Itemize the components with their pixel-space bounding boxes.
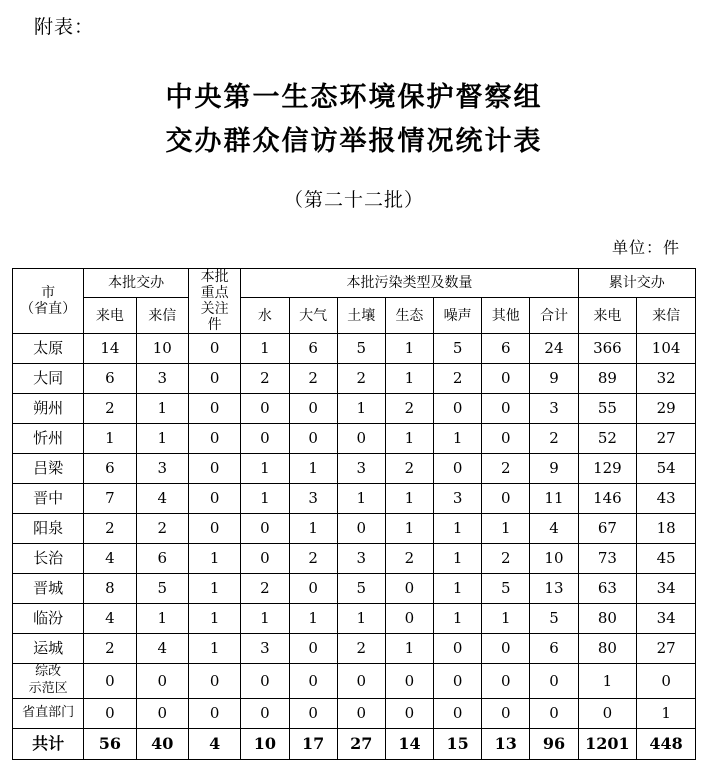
cell-focus: 1 bbox=[188, 634, 240, 664]
cell-cum-call: 63 bbox=[578, 574, 637, 604]
cell-cum-letter: 54 bbox=[637, 454, 696, 484]
cell-cum-call: 52 bbox=[578, 424, 637, 454]
cell-noise: 1 bbox=[434, 574, 482, 604]
cell-call: 0 bbox=[84, 664, 136, 699]
cell-eco: 1 bbox=[385, 484, 433, 514]
cell-air: 1 bbox=[289, 454, 337, 484]
cell-cum-letter: 34 bbox=[637, 604, 696, 634]
cell-city: 运城 bbox=[13, 634, 84, 664]
cell-water: 2 bbox=[241, 364, 289, 394]
cell-air: 0 bbox=[289, 664, 337, 699]
table-body bbox=[13, 334, 696, 760]
cell-eco: 2 bbox=[385, 394, 433, 424]
cell-water: 0 bbox=[241, 699, 289, 729]
cell-air: 17 bbox=[289, 729, 337, 760]
cell-eco: 1 bbox=[385, 634, 433, 664]
document-subtitle: （第二十二批） bbox=[283, 189, 424, 211]
cell-focus: 0 bbox=[188, 454, 240, 484]
cell-air: 0 bbox=[289, 394, 337, 424]
cell-air: 1 bbox=[289, 604, 337, 634]
cell-focus: 0 bbox=[188, 334, 240, 364]
cell-eco: 1 bbox=[385, 514, 433, 544]
cell-noise: 1 bbox=[434, 514, 482, 544]
cell-noise: 1 bbox=[434, 544, 482, 574]
cell-other: 0 bbox=[482, 634, 530, 664]
cell-cum-call: 146 bbox=[578, 484, 637, 514]
attachment-label: 附表： bbox=[34, 16, 95, 38]
cell-noise: 0 bbox=[434, 454, 482, 484]
cell-call: 2 bbox=[84, 394, 136, 424]
cell-water: 2 bbox=[241, 574, 289, 604]
cell-other: 2 bbox=[482, 454, 530, 484]
cell-other: 0 bbox=[482, 664, 530, 699]
cell-sum: 9 bbox=[530, 364, 578, 394]
header-focus-line3: 关注 bbox=[200, 301, 229, 318]
table-row bbox=[13, 334, 696, 364]
cell-focus: 0 bbox=[188, 364, 240, 394]
cell-letter: 3 bbox=[136, 454, 188, 484]
cell-noise: 1 bbox=[434, 604, 482, 634]
cell-soil: 0 bbox=[337, 699, 385, 729]
cell-focus: 1 bbox=[188, 604, 240, 634]
cell-city: 朔州 bbox=[13, 394, 84, 424]
header-city bbox=[13, 269, 84, 334]
cell-water: 0 bbox=[241, 664, 289, 699]
cell-call: 6 bbox=[84, 454, 136, 484]
table-row bbox=[13, 454, 696, 484]
cell-soil: 1 bbox=[337, 484, 385, 514]
cell-air: 0 bbox=[289, 634, 337, 664]
header-soil: 土壤 bbox=[337, 298, 385, 334]
header-water: 水 bbox=[241, 298, 289, 334]
cell-cum-call: 0 bbox=[578, 699, 637, 729]
table-header bbox=[13, 269, 696, 334]
table-row bbox=[13, 544, 696, 574]
cell-cum-letter: 1 bbox=[637, 699, 696, 729]
unit-note: 单位：件 bbox=[611, 238, 680, 257]
cell-soil: 3 bbox=[337, 454, 385, 484]
cell-focus: 0 bbox=[188, 484, 240, 514]
header-eco: 生态 bbox=[385, 298, 433, 334]
header-group-pollution: 本批污染类型及数量 bbox=[241, 269, 578, 298]
table-row bbox=[13, 664, 696, 699]
cell-sum: 24 bbox=[530, 334, 578, 364]
cell-letter: 5 bbox=[136, 574, 188, 604]
header-city-line2: （省直） bbox=[20, 301, 77, 318]
cell-cum-call: 89 bbox=[578, 364, 637, 394]
cell-eco: 1 bbox=[385, 424, 433, 454]
cell-cum-call: 366 bbox=[578, 334, 637, 364]
cell-sum: 10 bbox=[530, 544, 578, 574]
header-noise: 噪声 bbox=[434, 298, 482, 334]
cell-call: 1 bbox=[84, 424, 136, 454]
cell-letter: 0 bbox=[136, 699, 188, 729]
cell-city bbox=[13, 664, 84, 699]
cell-cum-letter: 29 bbox=[637, 394, 696, 424]
cell-cum-call: 67 bbox=[578, 514, 637, 544]
cell-sum: 0 bbox=[530, 664, 578, 699]
cell-water: 1 bbox=[241, 334, 289, 364]
cell-call: 7 bbox=[84, 484, 136, 514]
cell-air: 0 bbox=[289, 424, 337, 454]
cell-eco: 0 bbox=[385, 664, 433, 699]
cell-sum: 0 bbox=[530, 699, 578, 729]
header-sum: 合计 bbox=[530, 298, 578, 334]
cell-city: 忻州 bbox=[13, 424, 84, 454]
cell-call: 6 bbox=[84, 364, 136, 394]
cell-water: 0 bbox=[241, 544, 289, 574]
cell-eco: 0 bbox=[385, 604, 433, 634]
cell-soil: 0 bbox=[337, 664, 385, 699]
cell-sum: 96 bbox=[530, 729, 578, 760]
header-city-line1: 市 bbox=[41, 285, 56, 302]
cell-letter: 4 bbox=[136, 484, 188, 514]
cell-city: 省直部门 bbox=[13, 699, 84, 729]
cell-water: 3 bbox=[241, 634, 289, 664]
cell-eco: 14 bbox=[385, 729, 433, 760]
cell-other: 13 bbox=[482, 729, 530, 760]
cell-city: 太原 bbox=[13, 334, 84, 364]
cell-letter: 1 bbox=[136, 394, 188, 424]
cell-city: 吕梁 bbox=[13, 454, 84, 484]
cell-cum-letter: 34 bbox=[637, 574, 696, 604]
cell-cum-call: 73 bbox=[578, 544, 637, 574]
cell-eco: 2 bbox=[385, 544, 433, 574]
cell-call: 2 bbox=[84, 634, 136, 664]
cell-sum: 13 bbox=[530, 574, 578, 604]
cell-air: 3 bbox=[289, 484, 337, 514]
cell-focus: 0 bbox=[188, 664, 240, 699]
cell-water: 0 bbox=[241, 424, 289, 454]
cell-letter: 4 bbox=[136, 634, 188, 664]
header-other: 其他 bbox=[482, 298, 530, 334]
cell-sum: 5 bbox=[530, 604, 578, 634]
cell-water: 1 bbox=[241, 604, 289, 634]
cell-noise: 3 bbox=[434, 484, 482, 514]
header-group-cumulative: 累计交办 bbox=[578, 269, 695, 298]
header-focus-line2: 重点 bbox=[200, 285, 229, 302]
cell-focus: 4 bbox=[188, 729, 240, 760]
cell-call: 8 bbox=[84, 574, 136, 604]
header-cum-call: 来电 bbox=[578, 298, 637, 334]
cell-city: 阳泉 bbox=[13, 514, 84, 544]
cell-letter: 2 bbox=[136, 514, 188, 544]
cell-city: 共计 bbox=[13, 729, 84, 760]
cell-other: 0 bbox=[482, 364, 530, 394]
title-line-1: 中央第一生态环境保护督察组 bbox=[165, 82, 543, 113]
cell-soil: 2 bbox=[337, 364, 385, 394]
cell-letter: 0 bbox=[136, 664, 188, 699]
cell-air: 2 bbox=[289, 544, 337, 574]
document-title bbox=[0, 76, 708, 164]
cell-noise: 5 bbox=[434, 334, 482, 364]
cell-other: 0 bbox=[482, 394, 530, 424]
cell-sum: 6 bbox=[530, 634, 578, 664]
cell-eco: 1 bbox=[385, 334, 433, 364]
cell-sum: 3 bbox=[530, 394, 578, 424]
cell-sum: 9 bbox=[530, 454, 578, 484]
header-cum-letter: 来信 bbox=[637, 298, 696, 334]
cell-other: 0 bbox=[482, 699, 530, 729]
header-air: 大气 bbox=[289, 298, 337, 334]
header-group-focus bbox=[188, 269, 240, 334]
table-row bbox=[13, 424, 696, 454]
cell-other: 1 bbox=[482, 514, 530, 544]
table-row bbox=[13, 484, 696, 514]
cell-focus: 1 bbox=[188, 544, 240, 574]
cell-eco: 0 bbox=[385, 574, 433, 604]
cell-letter: 1 bbox=[136, 424, 188, 454]
cell-cum-letter: 0 bbox=[637, 664, 696, 699]
cell-focus: 1 bbox=[188, 574, 240, 604]
cell-noise: 0 bbox=[434, 664, 482, 699]
cell-cum-letter: 43 bbox=[637, 484, 696, 514]
cell-eco: 1 bbox=[385, 364, 433, 394]
cell-call: 56 bbox=[84, 729, 136, 760]
cell-call: 0 bbox=[84, 699, 136, 729]
cell-other: 0 bbox=[482, 424, 530, 454]
cell-soil: 1 bbox=[337, 394, 385, 424]
cell-soil: 1 bbox=[337, 604, 385, 634]
cell-soil: 5 bbox=[337, 334, 385, 364]
statistics-table bbox=[12, 268, 696, 760]
cell-city: 晋城 bbox=[13, 574, 84, 604]
cell-water: 0 bbox=[241, 394, 289, 424]
cell-cum-call: 80 bbox=[578, 634, 637, 664]
cell-cum-letter: 27 bbox=[637, 424, 696, 454]
cell-soil: 27 bbox=[337, 729, 385, 760]
cell-focus: 0 bbox=[188, 394, 240, 424]
cell-soil: 5 bbox=[337, 574, 385, 604]
cell-city: 晋中 bbox=[13, 484, 84, 514]
cell-air: 6 bbox=[289, 334, 337, 364]
cell-call: 2 bbox=[84, 514, 136, 544]
cell-letter: 3 bbox=[136, 364, 188, 394]
cell-sum: 11 bbox=[530, 484, 578, 514]
cell-other: 6 bbox=[482, 334, 530, 364]
cell-cum-call: 1201 bbox=[578, 729, 637, 760]
cell-air: 0 bbox=[289, 699, 337, 729]
cell-cum-call: 55 bbox=[578, 394, 637, 424]
cell-noise: 15 bbox=[434, 729, 482, 760]
cell-other: 1 bbox=[482, 604, 530, 634]
cell-noise: 0 bbox=[434, 634, 482, 664]
cell-call: 14 bbox=[84, 334, 136, 364]
cell-focus: 0 bbox=[188, 514, 240, 544]
cell-letter: 1 bbox=[136, 604, 188, 634]
header-group-current: 本批交办 bbox=[84, 269, 189, 298]
cell-other: 2 bbox=[482, 544, 530, 574]
cell-call: 4 bbox=[84, 544, 136, 574]
table-row bbox=[13, 699, 696, 729]
cell-air: 1 bbox=[289, 514, 337, 544]
cell-other: 5 bbox=[482, 574, 530, 604]
cell-noise: 0 bbox=[434, 699, 482, 729]
cell-cum-letter: 45 bbox=[637, 544, 696, 574]
cell-noise: 2 bbox=[434, 364, 482, 394]
cell-cum-call: 80 bbox=[578, 604, 637, 634]
cell-air: 0 bbox=[289, 574, 337, 604]
cell-sum: 4 bbox=[530, 514, 578, 544]
cell-city: 长治 bbox=[13, 544, 84, 574]
cell-noise: 1 bbox=[434, 424, 482, 454]
cell-cum-call: 129 bbox=[578, 454, 637, 484]
table-row bbox=[13, 364, 696, 394]
cell-cum-call: 1 bbox=[578, 664, 637, 699]
cell-focus: 0 bbox=[188, 424, 240, 454]
title-line-2: 交办群众信访举报情况统计表 bbox=[165, 126, 543, 157]
cell-cum-letter: 448 bbox=[637, 729, 696, 760]
table-row bbox=[13, 514, 696, 544]
cell-cum-letter: 32 bbox=[637, 364, 696, 394]
header-focus-line4: 件 bbox=[207, 317, 222, 334]
cell-air: 2 bbox=[289, 364, 337, 394]
table-row bbox=[13, 604, 696, 634]
cell-letter: 6 bbox=[136, 544, 188, 574]
cell-soil: 3 bbox=[337, 544, 385, 574]
cell-eco: 2 bbox=[385, 454, 433, 484]
cell-water: 1 bbox=[241, 484, 289, 514]
cell-cum-letter: 27 bbox=[637, 634, 696, 664]
cell-city-line1: 综改 bbox=[35, 664, 62, 680]
header-call: 来电 bbox=[84, 298, 136, 334]
cell-city: 大同 bbox=[13, 364, 84, 394]
cell-call: 4 bbox=[84, 604, 136, 634]
cell-water: 1 bbox=[241, 454, 289, 484]
cell-letter: 40 bbox=[136, 729, 188, 760]
cell-city: 临汾 bbox=[13, 604, 84, 634]
cell-soil: 0 bbox=[337, 424, 385, 454]
cell-focus: 0 bbox=[188, 699, 240, 729]
header-letter: 来信 bbox=[136, 298, 188, 334]
cell-cum-letter: 104 bbox=[637, 334, 696, 364]
table-row bbox=[13, 574, 696, 604]
cell-letter: 10 bbox=[136, 334, 188, 364]
cell-soil: 0 bbox=[337, 514, 385, 544]
cell-water: 10 bbox=[241, 729, 289, 760]
cell-other: 0 bbox=[482, 484, 530, 514]
table-row bbox=[13, 634, 696, 664]
cell-eco: 0 bbox=[385, 699, 433, 729]
header-focus-line1: 本批 bbox=[200, 269, 229, 285]
table-row bbox=[13, 394, 696, 424]
cell-noise: 0 bbox=[434, 394, 482, 424]
cell-soil: 2 bbox=[337, 634, 385, 664]
cell-cum-letter: 18 bbox=[637, 514, 696, 544]
cell-sum: 2 bbox=[530, 424, 578, 454]
table-total-row bbox=[13, 729, 696, 760]
cell-city-line2: 示范区 bbox=[28, 681, 68, 697]
cell-water: 0 bbox=[241, 514, 289, 544]
